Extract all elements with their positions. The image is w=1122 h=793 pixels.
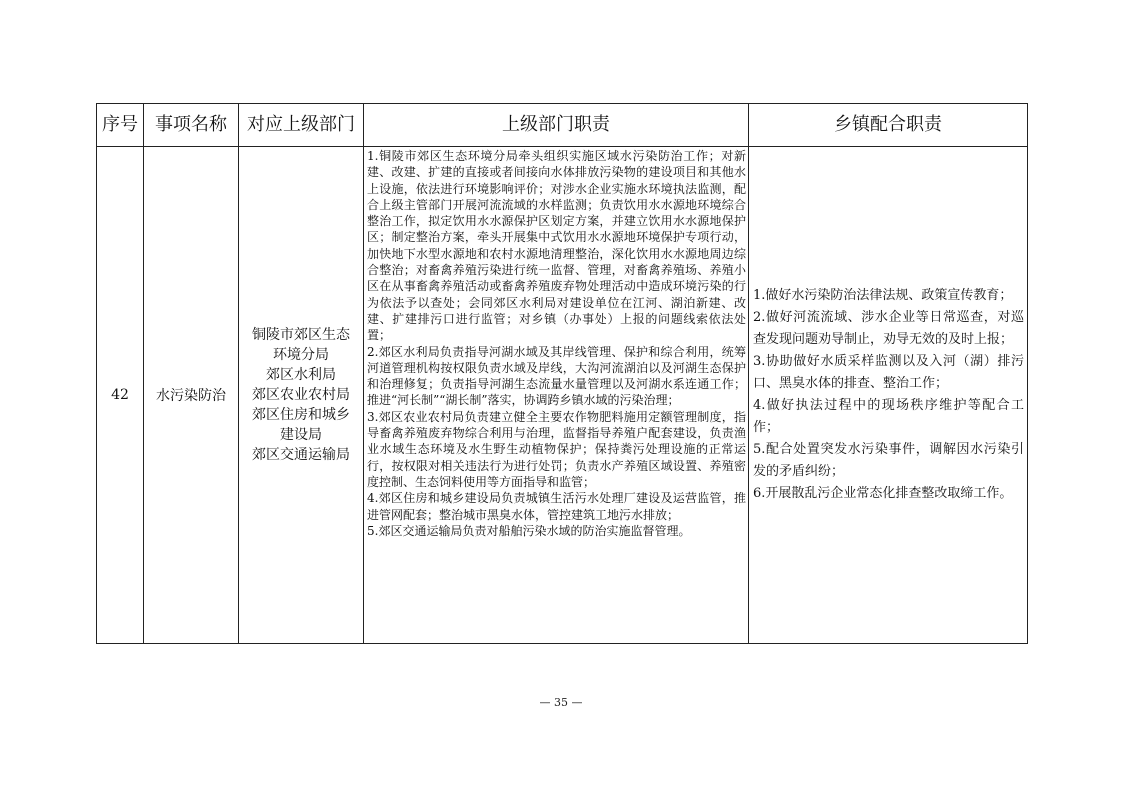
upper-duty-item: 4.郊区住房和城乡建设局负责城镇生活污水处理厂建设及运营监管，推进管网配套；整治城市黑臭水体，管控建筑工地污水排放； (367, 491, 746, 522)
town-duty-item: 2.做好河流流域、涉水企业等日常巡查，对巡查发现问题劝导制止，劝导无效的及时上报； (753, 309, 1024, 347)
header-upper-duties: 上级部门职责 (364, 104, 749, 147)
row-town-duties (749, 147, 1028, 644)
duties-table (96, 103, 1028, 644)
upper-duty-item: 2.郊区水利局负责指导河湖水域及其岸线管理、保护和综合利用，统筹河道管理机构按权限负责水域及岸线，大沟河流湖泊以及河湖生态保护和治理修复；负责指导河湖生态流量水量管理以及河湖水系连通工作；推进“河长制”“湖长制”落实，协调跨乡镇水域的污染治理； (367, 344, 746, 408)
row-number: 42 (97, 147, 144, 644)
header-number: 序号 (97, 104, 144, 147)
row-item-name: 水污染防治 (144, 147, 239, 644)
row-upper-duties (364, 147, 749, 644)
header-item-name: 事项名称 (144, 104, 239, 147)
town-duty-item: 4.做好执法过程中的现场秩序维护等配合工作； (753, 398, 1024, 436)
department-line: 铜陵市郊区生态 (252, 327, 350, 343)
upper-duty-item: 5.郊区交通运输局负责对船舶污染水域的防治实施监督管理。 (367, 523, 691, 538)
department-line: 郊区交通运输局 (252, 447, 350, 463)
town-duty-item: 5.配合处置突发水污染事件，调解因水污染引发的矛盾纠纷； (753, 442, 1024, 480)
town-duty-item: 1.做好水污染防治法律法规、政策宣传教育； (753, 287, 1013, 303)
department-line: 建设局 (280, 427, 322, 443)
department-line: 郊区农业农村局 (252, 387, 350, 403)
department-line: 环境分局 (273, 347, 329, 363)
town-duty-item: 6.开展散乱污企业常态化排查整改取缔工作。 (753, 486, 1013, 502)
upper-duty-item: 1.铜陵市郊区生态环境分局牵头组织实施区域水污染防治工作；对新建、改建、扩建的直接或者间接向水体排放污染物的建设项目和其他水上设施，依法进行环境影响评价；对涉水企业实施水环境执法监测，配合上级主管部门开展河流流域的水样监测；负责饮用水水源地环境综合整治工作，拟定饮用水水源保护区划定方案，并建立饮用水水源地保护区；制定整治方案，牵头开展集中式饮用水水源地环境保护专项行动，加快地下水型水源地和农村水源地清理整治，深化饮用水水源地周边综合整治；对畜禽养殖污染进行统一监督、管理，对畜禽养殖场、养殖小区在从事畜禽养殖活动或畜禽养殖废弃物处理活动中造成环境污染的行为依法予以查处；会同郊区水利局对建设单位在江河、湖泊新建、改建、扩建排污口进行监管；对乡镇（办事处）上报的问题线索依法处置； (367, 149, 746, 343)
upper-duty-item: 3.郊区农业农村局负责建立健全主要农作物肥料施用定额管理制度，指导畜禽养殖废弃物综合利用与治理，监督指导养殖户配套建设，负责渔业水域生态环境及水生野生动植物保护；保持粪污处理设施的正常运行，按权限对相关违法行为进行处罚；负责水产养殖区域设置、养殖密度控制、生态饲料使用等方面指导和监管； (367, 409, 746, 489)
table-header-row (97, 104, 1028, 147)
row-upper-departments (239, 147, 364, 644)
town-duty-item: 3.协助做好水质采样监测以及入河（湖）排污口、黑臭水体的排查、整治工作； (753, 353, 1024, 391)
page-number: — 35 — (539, 696, 583, 709)
department-line: 郊区住房和城乡 (252, 407, 350, 423)
header-upper-department: 对应上级部门 (239, 104, 364, 147)
header-town-duties: 乡镇配合职责 (749, 104, 1028, 147)
table-row (97, 147, 1028, 644)
department-line: 郊区水利局 (266, 367, 336, 383)
